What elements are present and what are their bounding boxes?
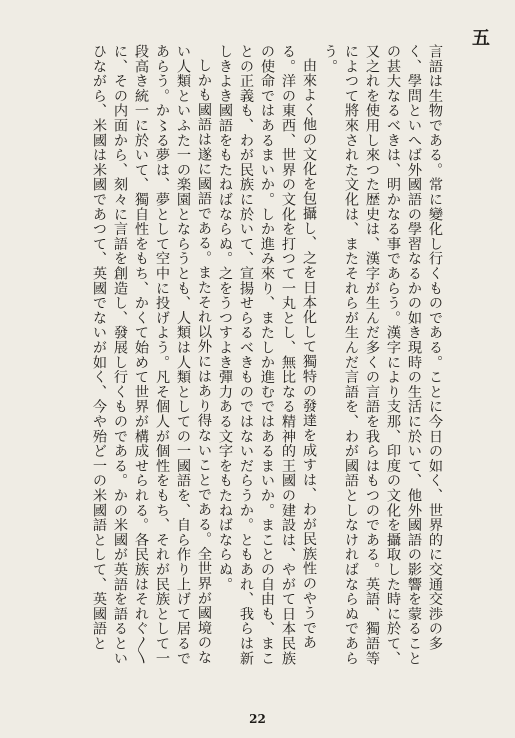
paragraph-2: 由來よく他の文化を包攝し、之を日本化して獨特の發達を成すは、わが民族性のやうである。洋の東西、世界の文化を打つて一丸とし、無比なる精神的王國の建設は、やがて日本民族の使命ではあるまいか。しか進み來り、またしか進むではあるまいか。まことの自由も、まことの正義も、わが民族に於いて、宣揚せらるべきものではないだらうか。ともあれ、我らは新しきよき國語をもたねばならぬ。之をうつすよき彈力ある文字をもたねばならぬ。 [217, 44, 317, 666]
body-text [33, 44, 445, 676]
page-number: 22 [249, 712, 266, 726]
paragraph-1: 言語は生物である。常に變化し行くものである。ことに今日の如く、世界的に交通交渉の多く、學問といへば外國語の學習なるかの如き現時の生活に於いて、他外國語の影響を蒙ることの甚大なるべきは、明かなる事であらう。漢字により支那、印度の文化を攝取した時に於て、又之れを使用し來つた歴史は、漢字が生んだ多くの言語を我らはもつのである。英語、獨語等によつて將來された文化は、またそれらが生んだ言語を、わが國語としなければならぬであらう。 [322, 44, 443, 666]
paragraph-3: しかも國語は遂に國語である。またそれ以外にはあり得ないことである。全世界が國境のない人類といふた一の楽園とならうとも、人類は人類としての一國語を、自ら作り上げて居るであらう。か〻る夢は、夢として空中に投げよう。凡そ個人が個性をもち、それが民族として一段高き統一に於いて、獨自性をもち、かくて始めて世界が構成せられる。各民族はそれぐ〳〵に、その内面から、刻々に言語を創造し、發展し行くものである。かの米國が英語を語るといひながら、米國は米國であつて、英國でないが如く、今や殆ど一の米國語として、英國語と [91, 44, 212, 666]
section-number: 五 [469, 28, 490, 46]
